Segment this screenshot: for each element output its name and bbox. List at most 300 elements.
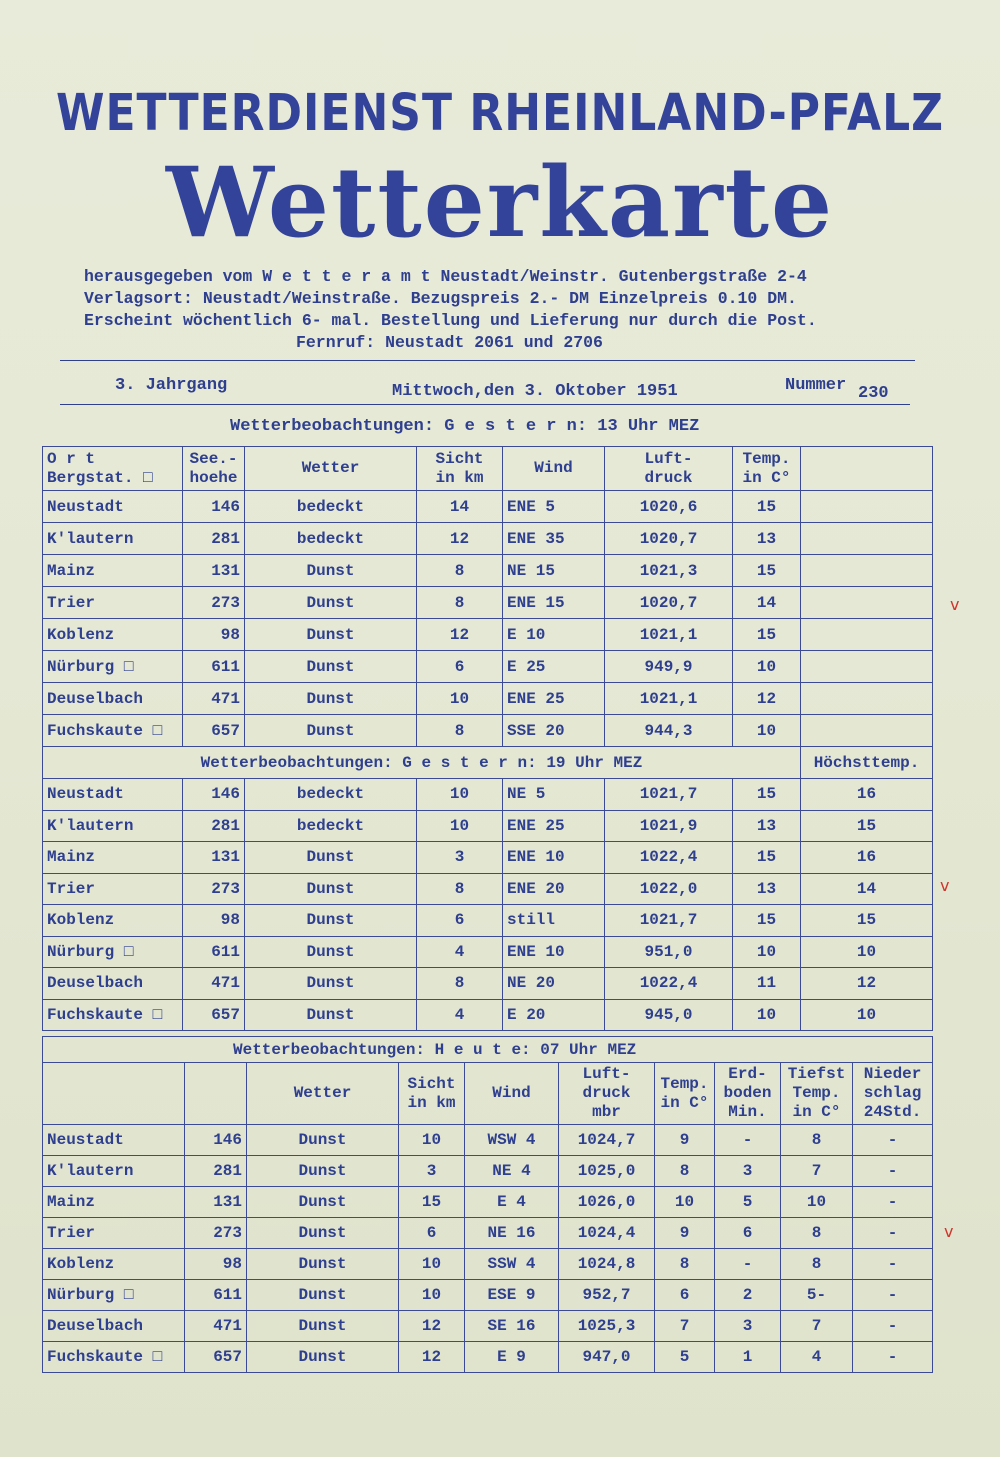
tick-mark-3: v bbox=[944, 1222, 954, 1241]
header-temp-line2: in C° bbox=[742, 468, 791, 487]
table-cell: 12 bbox=[733, 683, 801, 715]
table-cell: 12 bbox=[399, 1311, 465, 1342]
table-cell: 1022,0 bbox=[605, 873, 733, 905]
table-cell: 4 bbox=[417, 999, 503, 1031]
table-cell: SE 16 bbox=[465, 1311, 559, 1342]
table-cell: 657 bbox=[183, 999, 245, 1031]
nummer-label: Nummer bbox=[785, 376, 847, 395]
table-cell: 1020,6 bbox=[605, 491, 733, 523]
table-cell: 10 bbox=[399, 1125, 465, 1156]
table-cell: 8 bbox=[417, 555, 503, 587]
table-cell: 13 bbox=[733, 810, 801, 842]
table-cell: NE 4 bbox=[465, 1156, 559, 1187]
table-row bbox=[43, 1218, 933, 1249]
table-cell: 15 bbox=[801, 810, 933, 842]
tick-mark-1: v bbox=[950, 595, 960, 614]
table-cell: 1020,7 bbox=[605, 587, 733, 619]
table-cell: 6 bbox=[417, 905, 503, 937]
table-row bbox=[43, 715, 933, 747]
table-cell: ENE 15 bbox=[503, 587, 605, 619]
table-cell: 2 bbox=[715, 1280, 781, 1311]
table-cell: 1024,4 bbox=[559, 1218, 655, 1249]
header3-sicht-line2: in km bbox=[407, 1093, 456, 1112]
table-cell-empty bbox=[801, 555, 933, 587]
header3-temp-line1: Temp. bbox=[660, 1074, 709, 1093]
section1-header-row bbox=[43, 447, 933, 491]
table-cell: 3 bbox=[715, 1156, 781, 1187]
table-cell: ESE 9 bbox=[465, 1280, 559, 1311]
table-cell: 10 bbox=[801, 936, 933, 968]
table-cell: bedeckt bbox=[245, 810, 417, 842]
table-cell-empty bbox=[801, 651, 933, 683]
table-cell: 1021,1 bbox=[605, 683, 733, 715]
table-cell: 13 bbox=[733, 873, 801, 905]
table-cell: NE 20 bbox=[503, 968, 605, 1000]
table-cell: 611 bbox=[183, 936, 245, 968]
table-cell: 1021,3 bbox=[605, 555, 733, 587]
table-cell: 8 bbox=[655, 1249, 715, 1280]
table-cell: Mainz bbox=[43, 1187, 185, 1218]
header3-ort-empty bbox=[43, 1063, 185, 1125]
table-cell: ENE 35 bbox=[503, 523, 605, 555]
table-cell: 15 bbox=[733, 491, 801, 523]
table-cell: 8 bbox=[781, 1125, 853, 1156]
table-cell: Dunst bbox=[245, 873, 417, 905]
table-cell: NE 16 bbox=[465, 1218, 559, 1249]
table-cell: 14 bbox=[801, 873, 933, 905]
header3-luft-line3: mbr bbox=[592, 1103, 621, 1121]
table-cell: 6 bbox=[399, 1218, 465, 1249]
table-cell: 10 bbox=[781, 1187, 853, 1218]
header-wetter: Wetter bbox=[245, 447, 417, 491]
table-cell: 10 bbox=[801, 999, 933, 1031]
table-cell: bedeckt bbox=[245, 491, 417, 523]
table-cell: K'lautern bbox=[43, 1156, 185, 1187]
agency-title: WETTERDIENST RHEINLAND-PFALZ bbox=[55, 84, 945, 143]
table-row bbox=[43, 873, 933, 905]
table-cell: bedeckt bbox=[245, 779, 417, 811]
table-cell: Mainz bbox=[43, 842, 183, 874]
table-cell: Dunst bbox=[247, 1156, 399, 1187]
table-cell: WSW 4 bbox=[465, 1125, 559, 1156]
table-cell: Dunst bbox=[245, 683, 417, 715]
table-cell: 1024,8 bbox=[559, 1249, 655, 1280]
table-cell: 944,3 bbox=[605, 715, 733, 747]
table-cell: 14 bbox=[417, 491, 503, 523]
header3-niederschlag bbox=[853, 1063, 933, 1125]
table-cell: still bbox=[503, 905, 605, 937]
table-cell: 945,0 bbox=[605, 999, 733, 1031]
header3-erd-line2: boden bbox=[723, 1084, 772, 1102]
table-cell: Dunst bbox=[245, 842, 417, 874]
section2-title-row bbox=[43, 747, 933, 779]
table-cell: 15 bbox=[733, 842, 801, 874]
table-cell: E 9 bbox=[465, 1342, 559, 1373]
header3-erd-line3: Min. bbox=[728, 1103, 767, 1121]
section3-body bbox=[43, 1125, 933, 1373]
header-luftdruck-line1: Luft- bbox=[644, 449, 693, 468]
section3-title: Wetterbeobachtungen: H e u t e: 07 Uhr MEZ bbox=[43, 1037, 933, 1063]
table-row bbox=[43, 523, 933, 555]
table-cell: 1022,4 bbox=[605, 842, 733, 874]
table-cell: 8 bbox=[417, 968, 503, 1000]
table-cell: ENE 10 bbox=[503, 842, 605, 874]
divider-top bbox=[60, 360, 915, 361]
table-cell: Trier bbox=[43, 873, 183, 905]
table-cell: ENE 25 bbox=[503, 810, 605, 842]
table-cell-empty bbox=[801, 715, 933, 747]
table-cell: 146 bbox=[183, 491, 245, 523]
table-cell: 947,0 bbox=[559, 1342, 655, 1373]
table-cell: 131 bbox=[183, 555, 245, 587]
table-cell: Deuselbach bbox=[43, 1311, 185, 1342]
table-cell: 10 bbox=[417, 779, 503, 811]
table-cell: K'lautern bbox=[43, 810, 183, 842]
table-cell: Fuchskaute □ bbox=[43, 715, 183, 747]
table-cell: 15 bbox=[733, 905, 801, 937]
table-cell: 8 bbox=[655, 1156, 715, 1187]
table-cell: Dunst bbox=[245, 587, 417, 619]
table-cell: ENE 10 bbox=[503, 936, 605, 968]
table-cell: 11 bbox=[733, 968, 801, 1000]
table-cell: 10 bbox=[733, 999, 801, 1031]
table-cell: 8 bbox=[417, 873, 503, 905]
table-cell: 8 bbox=[781, 1218, 853, 1249]
table-cell: - bbox=[853, 1280, 933, 1311]
table-cell: Mainz bbox=[43, 555, 183, 587]
table-cell: SSE 20 bbox=[503, 715, 605, 747]
header-temp bbox=[733, 447, 801, 491]
document-title: Wetterkarte bbox=[165, 146, 835, 259]
table-cell: 281 bbox=[185, 1156, 247, 1187]
table-cell: Koblenz bbox=[43, 905, 183, 937]
table-cell: ENE 20 bbox=[503, 873, 605, 905]
table-cell: 14 bbox=[733, 587, 801, 619]
table-row bbox=[43, 651, 933, 683]
table-cell: NE 15 bbox=[503, 555, 605, 587]
table-row bbox=[43, 842, 933, 874]
table-cell: 12 bbox=[417, 619, 503, 651]
table-cell: Dunst bbox=[247, 1280, 399, 1311]
table-cell: - bbox=[853, 1342, 933, 1373]
table-cell: Dunst bbox=[247, 1249, 399, 1280]
header3-tiefst bbox=[781, 1063, 853, 1125]
table-cell: 15 bbox=[733, 555, 801, 587]
table-cell: 657 bbox=[183, 715, 245, 747]
header3-sicht-line1: Sicht bbox=[407, 1074, 456, 1093]
table-cell: 12 bbox=[417, 523, 503, 555]
table-cell: 1022,4 bbox=[605, 968, 733, 1000]
table-cell: 9 bbox=[655, 1218, 715, 1249]
table-row bbox=[43, 619, 933, 651]
table-cell: 3 bbox=[417, 842, 503, 874]
header-ort bbox=[43, 447, 183, 491]
table-cell: 1021,7 bbox=[605, 779, 733, 811]
table-cell: 13 bbox=[733, 523, 801, 555]
header-seehoehe bbox=[183, 447, 245, 491]
table-row bbox=[43, 779, 933, 811]
table-cell: Nürburg □ bbox=[43, 936, 183, 968]
table-row bbox=[43, 999, 933, 1031]
table-cell: 98 bbox=[183, 905, 245, 937]
table-cell: E 4 bbox=[465, 1187, 559, 1218]
table-cell: Dunst bbox=[245, 999, 417, 1031]
table-cell: 8 bbox=[781, 1249, 853, 1280]
header-ort-line2: Bergstat. □ bbox=[47, 468, 153, 487]
table-cell: 949,9 bbox=[605, 651, 733, 683]
table-cell: Dunst bbox=[247, 1218, 399, 1249]
table-cell: Koblenz bbox=[43, 619, 183, 651]
table-cell: 1021,7 bbox=[605, 905, 733, 937]
table-cell: Deuselbach bbox=[43, 968, 183, 1000]
table-row bbox=[43, 491, 933, 523]
table-cell-empty bbox=[801, 619, 933, 651]
table-cell: 1020,7 bbox=[605, 523, 733, 555]
table-cell: 16 bbox=[801, 779, 933, 811]
table-cell: 146 bbox=[185, 1125, 247, 1156]
table-row bbox=[43, 1342, 933, 1373]
info-line-4: Fernruf: Neustadt 2061 und 2706 bbox=[296, 333, 603, 352]
issue-date: Mittwoch,den 3. Oktober 1951 bbox=[392, 382, 678, 401]
header-luftdruck bbox=[605, 447, 733, 491]
table-cell: 16 bbox=[801, 842, 933, 874]
table-cell: Dunst bbox=[247, 1342, 399, 1373]
section2-title: Wetterbeobachtungen: G e s t e r n: 19 Uhr MEZ bbox=[43, 747, 801, 779]
observations-table-today bbox=[42, 1036, 933, 1373]
header3-erdboden bbox=[715, 1063, 781, 1125]
table-cell: 1026,0 bbox=[559, 1187, 655, 1218]
table-cell: 1 bbox=[715, 1342, 781, 1373]
table-cell: K'lautern bbox=[43, 523, 183, 555]
table-cell: 6 bbox=[715, 1218, 781, 1249]
table-cell: 471 bbox=[183, 968, 245, 1000]
table-cell: 8 bbox=[417, 715, 503, 747]
table-cell: 9 bbox=[655, 1125, 715, 1156]
table-cell: 1024,7 bbox=[559, 1125, 655, 1156]
header3-nied-line1: Nieder bbox=[863, 1065, 922, 1083]
header3-wind: Wind bbox=[465, 1063, 559, 1125]
table-cell: 1021,1 bbox=[605, 619, 733, 651]
table-cell: Dunst bbox=[245, 619, 417, 651]
table-cell: bedeckt bbox=[245, 523, 417, 555]
table-cell: 7 bbox=[781, 1311, 853, 1342]
header3-wetter: Wetter bbox=[247, 1063, 399, 1125]
header3-hoehe-empty bbox=[185, 1063, 247, 1125]
table-cell: 15 bbox=[733, 619, 801, 651]
table-cell: 10 bbox=[733, 936, 801, 968]
table-cell: 1025,3 bbox=[559, 1311, 655, 1342]
table-cell: - bbox=[853, 1125, 933, 1156]
table-cell: 10 bbox=[417, 683, 503, 715]
table-row bbox=[43, 555, 933, 587]
table-cell: Dunst bbox=[247, 1187, 399, 1218]
table-cell: E 20 bbox=[503, 999, 605, 1031]
header-sicht-line1: Sicht bbox=[435, 449, 484, 468]
header3-tief-line2: Temp. bbox=[792, 1084, 841, 1102]
table-cell: 98 bbox=[185, 1249, 247, 1280]
table-row bbox=[43, 1249, 933, 1280]
header3-temp-line2: in C° bbox=[660, 1093, 709, 1112]
table-cell: 131 bbox=[183, 842, 245, 874]
tick-mark-2: v bbox=[940, 876, 950, 895]
header-temp-line1: Temp. bbox=[742, 449, 791, 468]
header3-nied-line3: 24Std. bbox=[863, 1103, 922, 1121]
table-cell: 12 bbox=[801, 968, 933, 1000]
table-cell: Neustadt bbox=[43, 779, 183, 811]
header3-luft-line1: Luft- bbox=[582, 1065, 631, 1083]
table-cell-empty bbox=[801, 683, 933, 715]
table-row bbox=[43, 1280, 933, 1311]
header-luftdruck-line2: druck bbox=[644, 468, 693, 487]
table-cell: Fuchskaute □ bbox=[43, 999, 183, 1031]
section3-title-row bbox=[43, 1037, 933, 1063]
section2-body bbox=[43, 779, 933, 1031]
nummer-value: 230 bbox=[858, 384, 889, 403]
table-cell: 611 bbox=[185, 1280, 247, 1311]
table-cell: 10 bbox=[399, 1280, 465, 1311]
table-cell: - bbox=[715, 1125, 781, 1156]
section1-title: Wetterbeobachtungen: G e s t e r n: 13 Uhr MEZ bbox=[230, 417, 700, 436]
table-cell: 951,0 bbox=[605, 936, 733, 968]
table-cell: 8 bbox=[417, 587, 503, 619]
table-row bbox=[43, 587, 933, 619]
table-cell: 146 bbox=[183, 779, 245, 811]
table-cell: 281 bbox=[183, 523, 245, 555]
table-cell: Trier bbox=[43, 587, 183, 619]
table-cell: 6 bbox=[417, 651, 503, 683]
table-cell: 5 bbox=[715, 1187, 781, 1218]
table-cell: 4 bbox=[781, 1342, 853, 1373]
table-row bbox=[43, 1125, 933, 1156]
table-cell: Koblenz bbox=[43, 1249, 185, 1280]
table-cell: ENE 5 bbox=[503, 491, 605, 523]
divider-bottom bbox=[60, 404, 910, 405]
table-row bbox=[43, 683, 933, 715]
table-row bbox=[43, 936, 933, 968]
header3-tief-line1: Tiefst bbox=[787, 1065, 846, 1083]
table-cell: 657 bbox=[185, 1342, 247, 1373]
header-ort-line1: O r t bbox=[47, 449, 96, 468]
table-cell: 15 bbox=[733, 779, 801, 811]
observations-table-yesterday bbox=[42, 446, 933, 1031]
table-row bbox=[43, 968, 933, 1000]
header3-sicht bbox=[399, 1063, 465, 1125]
table-cell: 10 bbox=[399, 1249, 465, 1280]
info-line-1: herausgegeben vom W e t t e r a m t Neustadt/Weinstr. Gutenbergstraße 2-4 bbox=[84, 267, 807, 286]
header-hoechsttemp: Höchsttemp. bbox=[801, 747, 933, 779]
table-cell: 471 bbox=[183, 683, 245, 715]
table-row bbox=[43, 1311, 933, 1342]
table-cell: Deuselbach bbox=[43, 683, 183, 715]
table-cell: 10 bbox=[417, 810, 503, 842]
header-sicht-line2: in km bbox=[435, 468, 484, 487]
table-cell: 1021,9 bbox=[605, 810, 733, 842]
table-cell: 15 bbox=[801, 905, 933, 937]
header3-tief-line3: in C° bbox=[792, 1103, 841, 1121]
table-cell: Nürburg □ bbox=[43, 1280, 185, 1311]
table-cell: 5 bbox=[655, 1342, 715, 1373]
header3-temp bbox=[655, 1063, 715, 1125]
table-row bbox=[43, 1156, 933, 1187]
table-cell: NE 5 bbox=[503, 779, 605, 811]
table-cell: 10 bbox=[733, 651, 801, 683]
table-cell: 273 bbox=[183, 587, 245, 619]
table-cell: Dunst bbox=[245, 555, 417, 587]
section3-header-row bbox=[43, 1063, 933, 1125]
header3-nied-line2: schlag bbox=[863, 1084, 922, 1102]
table-cell: 131 bbox=[185, 1187, 247, 1218]
header-wind: Wind bbox=[503, 447, 605, 491]
table-cell: - bbox=[715, 1249, 781, 1280]
table-cell: 1025,0 bbox=[559, 1156, 655, 1187]
table-cell: SSW 4 bbox=[465, 1249, 559, 1280]
table-cell-empty bbox=[801, 491, 933, 523]
header-empty bbox=[801, 447, 933, 491]
table-cell: 7 bbox=[781, 1156, 853, 1187]
table-cell: - bbox=[853, 1187, 933, 1218]
table-cell: 4 bbox=[417, 936, 503, 968]
table-cell: 6 bbox=[655, 1280, 715, 1311]
table-cell: 10 bbox=[733, 715, 801, 747]
header-seehoehe-line2: hoehe bbox=[189, 468, 238, 487]
info-line-3: Erscheint wöchentlich 6- mal. Bestellung und Lieferung nur durch die Post. bbox=[84, 311, 817, 330]
table-cell: 10 bbox=[655, 1187, 715, 1218]
table-cell: Nürburg □ bbox=[43, 651, 183, 683]
table-cell: Dunst bbox=[247, 1311, 399, 1342]
table-cell: Dunst bbox=[245, 905, 417, 937]
table-cell: Dunst bbox=[247, 1125, 399, 1156]
table-cell: Fuchskaute □ bbox=[43, 1342, 185, 1373]
table-cell: - bbox=[853, 1249, 933, 1280]
header3-erd-line1: Erd- bbox=[728, 1065, 767, 1083]
table-cell-empty bbox=[801, 587, 933, 619]
table-cell: 7 bbox=[655, 1311, 715, 1342]
table-cell: 952,7 bbox=[559, 1280, 655, 1311]
table-cell: Dunst bbox=[245, 651, 417, 683]
table-cell: 12 bbox=[399, 1342, 465, 1373]
info-line-2: Verlagsort: Neustadt/Weinstraße. Bezugspreis 2.- DM Einzelpreis 0.10 DM. bbox=[84, 289, 797, 308]
table-cell: 611 bbox=[183, 651, 245, 683]
table-cell: 5- bbox=[781, 1280, 853, 1311]
table-cell: Dunst bbox=[245, 936, 417, 968]
table-row bbox=[43, 810, 933, 842]
table-row bbox=[43, 905, 933, 937]
table-cell: 471 bbox=[185, 1311, 247, 1342]
table-cell: ENE 25 bbox=[503, 683, 605, 715]
table-cell: 281 bbox=[183, 810, 245, 842]
table-cell: 273 bbox=[183, 873, 245, 905]
table-cell: - bbox=[853, 1218, 933, 1249]
section1-body bbox=[43, 491, 933, 747]
table-cell: 98 bbox=[183, 619, 245, 651]
table-cell: 3 bbox=[399, 1156, 465, 1187]
table-cell: Trier bbox=[43, 1218, 185, 1249]
header-seehoehe-line1: See.- bbox=[189, 449, 238, 468]
table-cell: Neustadt bbox=[43, 491, 183, 523]
table-cell-empty bbox=[801, 523, 933, 555]
table-cell: 15 bbox=[399, 1187, 465, 1218]
table-cell: - bbox=[853, 1311, 933, 1342]
table-row bbox=[43, 1187, 933, 1218]
table-cell: 3 bbox=[715, 1311, 781, 1342]
jahrgang: 3. Jahrgang bbox=[115, 376, 228, 395]
table-cell: E 10 bbox=[503, 619, 605, 651]
header3-luftdruck bbox=[559, 1063, 655, 1125]
table-cell: 273 bbox=[185, 1218, 247, 1249]
header3-luft-line2: druck bbox=[582, 1084, 631, 1102]
table-cell: Dunst bbox=[245, 715, 417, 747]
table-cell: Dunst bbox=[245, 968, 417, 1000]
